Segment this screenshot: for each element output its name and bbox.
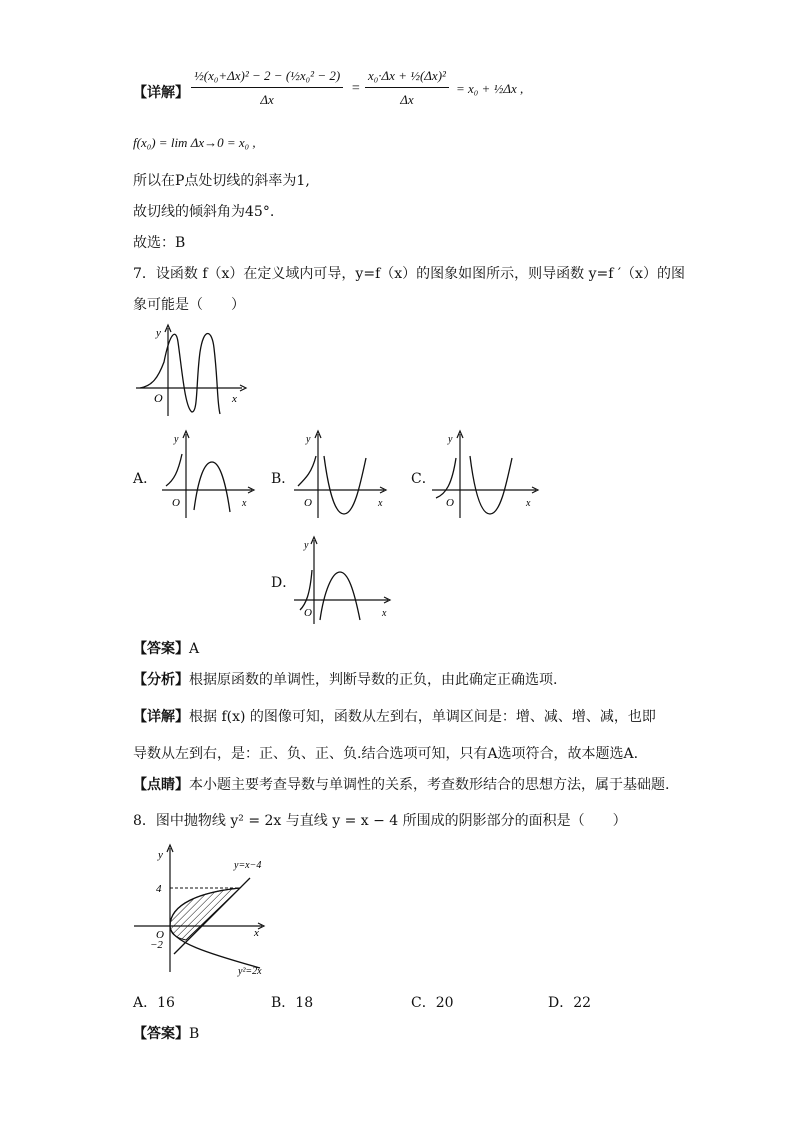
q8-answer-label: 【答案】 — [133, 1026, 189, 1042]
detail-fraction-1-denominator: Δx — [260, 92, 274, 107]
q7-detail-label: 【详解】 — [133, 709, 189, 725]
q7-comment-text: 本小题主要考查导数与单调性的关系，考查数形结合的思想方法，属于基础题. — [189, 777, 670, 793]
q7-option-d-graph — [292, 534, 394, 626]
q7-a-origin: O — [172, 497, 180, 509]
q7-d-y-label: y — [304, 540, 309, 551]
detail-fraction-2 — [365, 68, 449, 108]
q7-option-a-label: A． — [133, 471, 158, 487]
q7-original-y-label: y — [156, 327, 161, 339]
q7-b-origin: O — [304, 497, 312, 509]
q7-analysis-text: 根据原函数的单调性，判断导数的正负，由此确定正确选项. — [189, 672, 558, 688]
q7-a-y-label: y — [174, 434, 179, 445]
q8-option-a: A．16 — [133, 995, 175, 1011]
equals-sign-1: = — [351, 81, 361, 96]
slope-line: 所以在P点处切线的斜率为1, — [133, 173, 310, 189]
q8-answer-value: B — [189, 1026, 200, 1042]
q7-option-b-label: B． — [271, 471, 296, 487]
detail-fraction-2-numerator: x₀·Δx + ½(Δx)² — [365, 68, 449, 88]
q7-original-origin: O — [154, 391, 163, 405]
q7-option-c-label: C． — [411, 471, 436, 487]
q6-choice: 故选：B — [133, 235, 186, 251]
q8-shaded-region — [170, 888, 240, 940]
q8-option-c: C．20 — [411, 995, 454, 1011]
q7-analysis-line — [133, 669, 557, 691]
detail-fraction-1-numerator: ½(x₀+Δx)² − 2 − (½x₀² − 2) — [191, 68, 343, 88]
q7-stem-line1: 7．设函数 f（x）在定义域内可导，y=f（x）的图象如图所示，则导函数 y=f ′（x）的图 — [133, 266, 685, 282]
q7-detail-line1 — [133, 706, 656, 728]
q7-d-x-label: x — [382, 608, 387, 619]
q7-comment-label: 【点睛】 — [133, 777, 189, 793]
q7-option-d-label: D． — [271, 575, 297, 591]
q7-d-origin: O — [304, 607, 312, 619]
q8-parabola-label: y²=2x — [238, 966, 262, 977]
detail-result: = x₀ + ½Δx , — [456, 81, 524, 96]
q7-detail-line2: 导数从左到右，是：正、负、正、负.结合选项可知，只有A选项符合，故本题选A. — [133, 746, 639, 762]
limit-line: f(x₀) = lim Δx→0 = x₀ , — [133, 135, 256, 150]
detail-fraction-2-denominator: Δx — [400, 92, 414, 107]
q7-a-x-label: x — [242, 498, 247, 509]
q7-b-x-label: x — [378, 498, 383, 509]
q8-tick-4: 4 — [156, 883, 162, 895]
detail-fraction-1 — [191, 68, 343, 108]
q7-b-y-label: y — [306, 434, 311, 445]
q7-c-x-label: x — [526, 498, 531, 509]
q8-answer-line — [133, 1023, 199, 1045]
q8-tick-neg2: −2 — [150, 939, 163, 951]
q8-option-d: D．22 — [548, 995, 592, 1011]
q8-graph — [130, 842, 286, 978]
q7-original-curve — [140, 334, 220, 415]
q7-comment-line — [133, 774, 669, 796]
q8-stem: 8．图中抛物线 y² = 2x 与直线 y = x − 4 所围成的阴影部分的面积是（ ） — [133, 813, 627, 829]
q8-y-label: y — [158, 849, 163, 861]
detail-label: 【详解】 — [133, 85, 189, 101]
q7-original-graph — [132, 322, 252, 418]
detail-formula-row — [133, 66, 553, 122]
q7-option-a-graph — [160, 428, 260, 520]
q7-stem-line2: 象可能是（ ） — [133, 297, 245, 313]
q8-origin: O — [156, 929, 164, 941]
q7-c-origin: O — [446, 497, 454, 509]
q8-option-b: B．18 — [271, 995, 314, 1011]
q7-original-x-label: x — [232, 393, 237, 405]
q7-analysis-label: 【分析】 — [133, 672, 189, 688]
q7-option-c-graph — [430, 428, 542, 520]
q8-x-label: x — [254, 927, 259, 939]
q7-answer-line — [133, 638, 199, 660]
q7-answer-label: 【答案】 — [133, 641, 189, 657]
q7-option-b-graph — [292, 428, 392, 520]
q8-line-label: y=x−4 — [234, 860, 262, 871]
q7-c-y-label: y — [448, 434, 453, 445]
q7-detail-text-1: 根据 f(x) 的图像可知，函数从左到右，单调区间是：增、减、增、减，也即 — [189, 709, 656, 725]
angle-line: 故切线的倾斜角为45°. — [133, 204, 275, 220]
q7-answer-value: A — [189, 641, 200, 657]
